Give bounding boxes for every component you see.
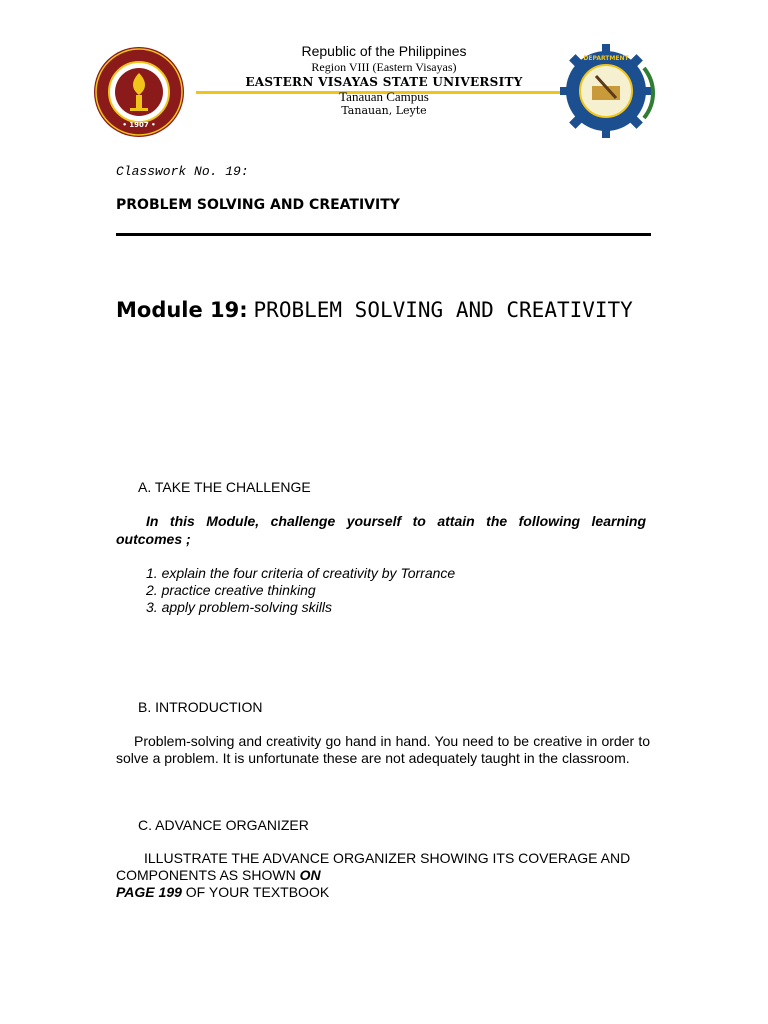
list-item: 3. apply problem-solving skills — [146, 599, 332, 615]
header-campus: Tanauan Campus — [339, 89, 429, 104]
header-region: Region VIII (Eastern Visayas) — [311, 60, 457, 74]
module-label: Module 19: — [116, 298, 248, 322]
header-university: EASTERN VISAYAS STATE UNIVERSITY — [245, 75, 523, 89]
introduction-paragraph: Problem-solving and creativity go hand in hand. You need to be creative in order to solve a problem. It is unfortunate these are not adequately taught in the classroom. — [116, 733, 650, 766]
department-logo-text: DEPARTMENT — [583, 55, 629, 62]
advance-rest: OF YOUR TEXTBOOK — [181, 884, 330, 900]
advance-line1: ILLUSTRATE THE ADVANCE ORGANIZER SHOWING ITS COVERAGE AND COMPONENTS AS SHOWN — [116, 850, 631, 883]
department-gear-logo — [556, 38, 662, 144]
header-town: Tanauan, Leyte — [341, 104, 427, 117]
learning-outcomes-list — [146, 565, 455, 616]
classwork-number: Classwork No. 19: — [116, 164, 249, 179]
list-item: 2. practice creative thinking — [146, 582, 316, 598]
section-a-heading: A. TAKE THE CHALLENGE — [138, 479, 311, 495]
svg-text:• 1907 •: • 1907 • — [122, 121, 156, 129]
classwork-title: PROBLEM SOLVING AND CREATIVITY — [116, 197, 400, 213]
header-republic: Republic of the Philippines — [301, 43, 467, 59]
advance-page: PAGE 199 — [116, 884, 182, 900]
title-divider — [116, 233, 651, 236]
section-b-heading: B. INTRODUCTION — [138, 699, 263, 715]
module-title: PROBLEM SOLVING AND CREATIVITY — [253, 298, 633, 322]
advance-on: ON — [299, 867, 321, 883]
section-c-heading: C. ADVANCE ORGANIZER — [138, 817, 309, 833]
advance-organizer-instructions — [116, 850, 656, 901]
list-item: 1. explain the four criteria of creativity by Torrance — [146, 565, 456, 581]
learning-outcomes-intro: In this Module, challenge yourself to attain the following learning outcomes ; — [116, 513, 646, 547]
module-heading — [116, 298, 633, 323]
